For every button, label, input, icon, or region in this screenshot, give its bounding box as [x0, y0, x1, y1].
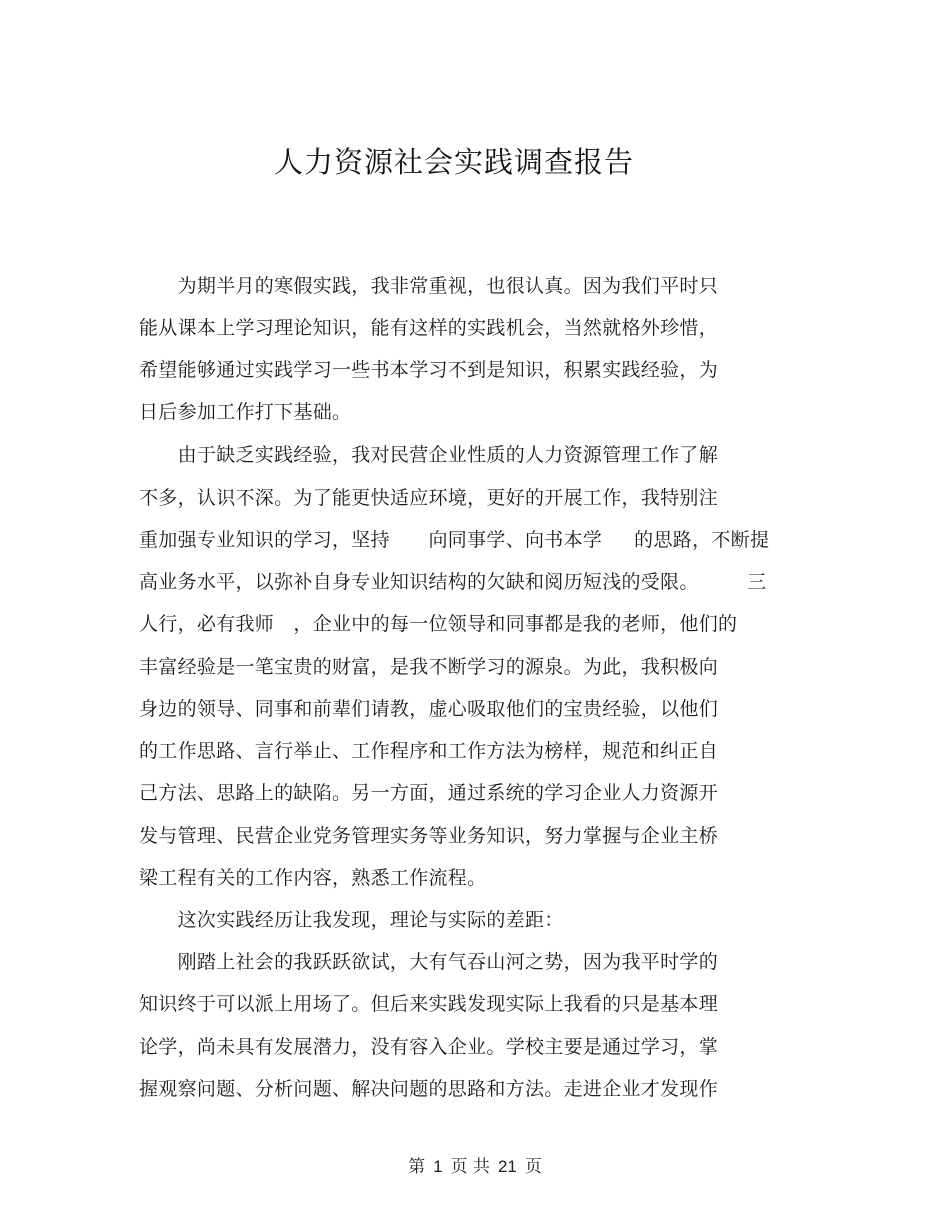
paragraph-line: 希望能够通过实践学习一些书本学习不到是知识，积累实践经验，为 — [139, 359, 719, 381]
paragraph-line: 为期半月的寒假实践，我非常重视，也很认真。因为我们平时只 — [139, 275, 719, 297]
paragraph-line: 重加强专业知识的学习，坚持 向同事学、向书本学 的思路，不断提 — [139, 529, 770, 551]
paragraph-line: 发与管理、民营企业党务管理实务等业务知识，努力掌握与企业主桥 — [139, 825, 719, 847]
paragraph-line: 日后参加工作打下基础。 — [139, 401, 352, 423]
page-footer — [0, 1152, 950, 1177]
paragraph-line: 能从课本上学习理论知识，能有这样的实践机会，当然就格外珍惜， — [139, 317, 719, 339]
paragraph-line: 不多，认识不深。为了能更快适应环境，更好的开展工作，我特别注 — [139, 487, 719, 509]
footer-suffix: 页 — [524, 1157, 542, 1177]
paragraph-line: 梁工程有关的工作内容，熟悉工作流程。 — [139, 867, 487, 889]
paragraph-line: 的工作思路、言行举止、工作程序和工作方法为榜样，规范和纠正自 — [139, 740, 719, 762]
paragraph-line: 刚踏上社会的我跃跃欲试，大有气吞山河之势，因为我平时学的 — [139, 951, 719, 973]
footer-mid: 页 共 — [450, 1157, 490, 1177]
paragraph-line: 身边的领导、同事和前辈们请教，虚心吸取他们的宝贵经验，以他们 — [139, 698, 719, 720]
paragraph-line: 丰富经验是一笔宝贵的财富，是我不断学习的源泉。为此，我积极向 — [139, 656, 719, 678]
paragraph-line: 知识终于可以派上用场了。但后来实践发现实际上我看的只是基本理 — [139, 993, 719, 1015]
paragraph-line: 由于缺乏实践经验，我对民营企业性质的人力资源管理工作了解 — [139, 444, 719, 466]
document-title: 人力资源社会实践调查报告 — [273, 145, 634, 179]
paragraph-line: 论学，尚未具有发展潜力，没有容入企业。学校主要是通过学习，掌 — [139, 1036, 719, 1058]
footer-prefix: 第 — [408, 1157, 426, 1177]
footer-total-pages: 21 — [497, 1157, 517, 1176]
paragraph-line: 己方法、思路上的缺陷。另一方面，通过系统的学习企业人力资源开 — [139, 782, 719, 804]
paragraph-line: 人行，必有我师 ，企业中的每一位领导和同事都是我的老师，他们的 — [139, 613, 738, 635]
paragraph-line: 握观察问题、分析问题、解决问题的思路和方法。走进企业才发现作 — [139, 1078, 719, 1100]
paragraph-line: 高业务水平，以弥补自身专业知识结构的欠缺和阅历短浅的受限。 三 — [139, 571, 767, 593]
footer-page-number: 1 — [433, 1157, 443, 1176]
paragraph-line: 这次实践经历让我发现，理论与实际的差距： — [139, 909, 564, 931]
